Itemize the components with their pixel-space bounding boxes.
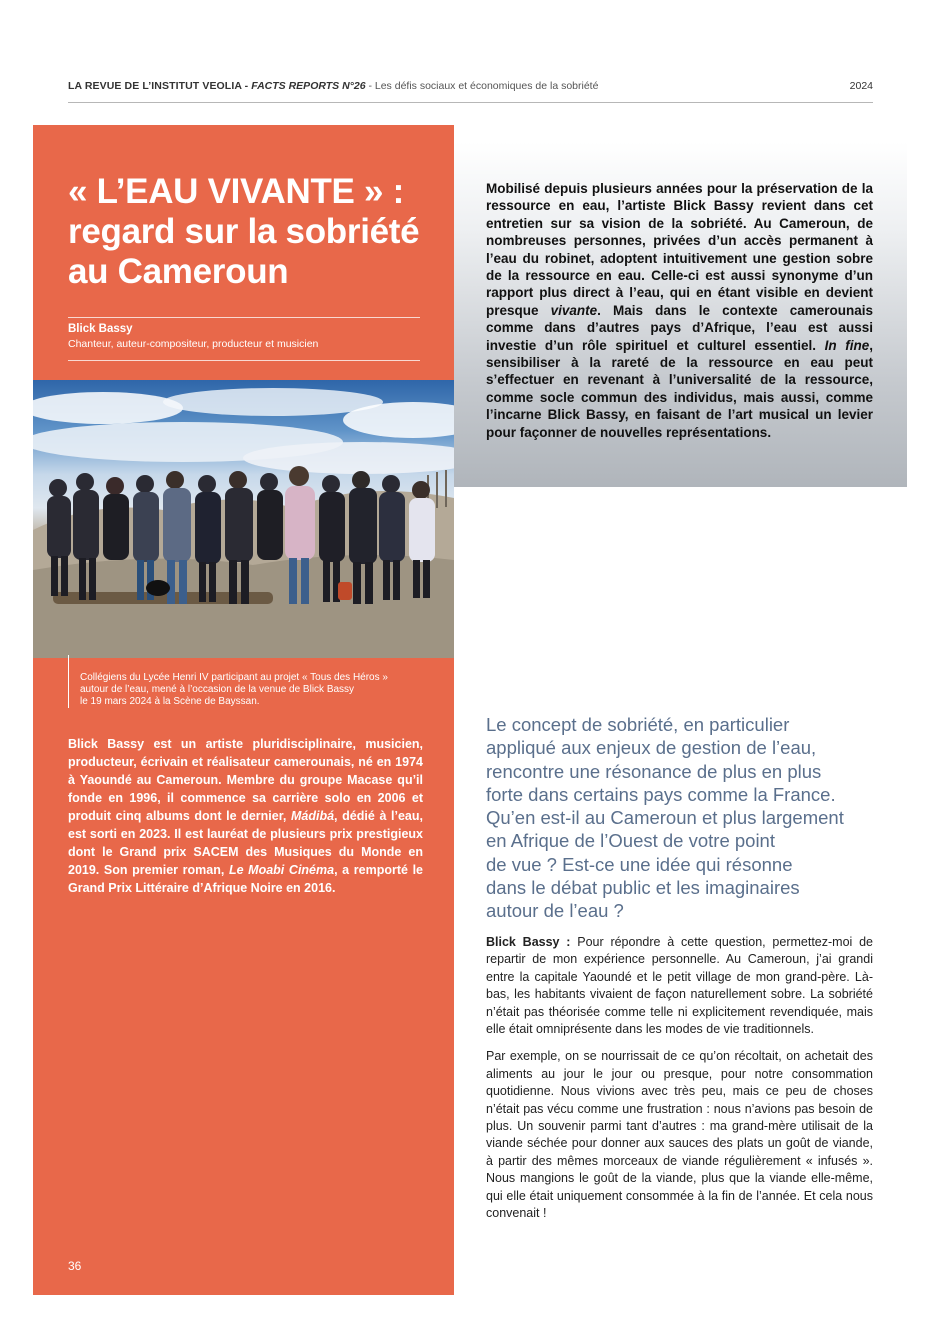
caption-line: le 19 mars 2024 à la Scène de Bayssan.: [80, 696, 260, 707]
intro-segment: Mobilisé depuis plusieurs années pour la préservation de la ressource en eau, l’artiste Blick Bassy revient dans cet entretien sur sa vision de la sobriété. Au Cameroun, de nombreuses personnes, privées d’un accès permanent à l’eau du robinet, adoptent intuitivement une gestion sobre de la ressource en eau. Celle-ci est aussi synonyme d’un rapport plus direct à l’eau, qui en étant visible en devient presque: [486, 181, 873, 318]
page-number: 36: [68, 1259, 82, 1273]
answer-paragraph: Par exemple, on se nourrissait de ce qu’on récoltait, on achetait des aliments au jour le jour ou presque, pour notre consommation quotidienne. Nous vivions avec très peu, mais ce peu de choses n’était pas vécu comme une frustration : nous n’avions pas besoin de plus. Un souvenir parmi tant d’autres : ma grand-mère utilisait de la viande séchée pour donner aux sauces des plats un goût de viande, à partir des mêmes morceaux de viande régulièrement « infusés ». Nous mangions le goût de la viande, plus que la viande elle-même, qui elle était uniquement consommée à la fin de l’année. Et cela nous convenait !: [486, 1049, 873, 1221]
bio-text: Blick Bassy est un artiste pluridisciplinaire, musicien, producteur, écrivain et réalisateur camerounais, né en 1974 à Yaoundé au Cameroun. Membre du groupe Macase qu’il fonde en 1996, il commence sa carrière solo en 2006 et produit cinq albums dont le dernier,: [68, 737, 423, 823]
article-title: « L’EAU VIVANTE » : regard sur la sobriété au Cameroun: [68, 172, 420, 291]
question-line: Le concept de sobriété, en particulier: [486, 714, 790, 735]
author-role: Chanteur, auteur-compositeur, producteur et musicien: [68, 338, 319, 350]
caption-line: Collégiens du Lycée Henri IV participant au projet « Tous des Héros »: [80, 672, 388, 683]
interview-question: [486, 713, 886, 923]
intro-segment: , sensibiliser à la rareté de la ressource en eau peut s’effectuer en revenant à l’universalité de la ressource, comme socle commun des individus, mais aussi, comme l’incarne Blick Bassy, en faisant de l’art musical un levier pour façonner de nouvelles représentations.: [486, 337, 874, 440]
intro-text: [486, 180, 873, 441]
question-line: Qu’en est-il au Cameroun et plus largement: [486, 807, 844, 829]
intro-emphasis: vivante: [550, 302, 598, 318]
album-title: Mádibá: [290, 809, 335, 823]
interview-answer: [486, 934, 873, 1233]
bio-text: , a remporté le Grand Prix Littéraire d’Afrique Noire en 2016.: [68, 863, 424, 895]
author-divider: [68, 360, 420, 361]
question-line: dans le débat public et les imaginaires: [486, 877, 800, 899]
journal-name: LA REVUE DE L’INSTITUT VEOLIA -: [68, 80, 252, 92]
question-line: de vue ? Est-ce une idée qui résonne: [486, 853, 793, 875]
novel-title: Le Moabi Cinéma: [228, 863, 335, 877]
header-year: 2024: [849, 80, 873, 92]
bio-text: , dédié à l’eau, est sorti en 2023. Il est lauréat de plusieurs prix prestigieux dont le Grand prix SACEM des Musiques du Monde en 2019. Son premier roman,: [68, 809, 423, 877]
intro-segment: . Mais dans le contexte camerounais comme dans d’autres pays d’Afrique, l’eau est aussi investie d’un rôle spirituel et culturel essentiel.: [486, 302, 873, 353]
question-line: en Afrique de l’Ouest de votre point: [486, 830, 775, 852]
title-divider: [68, 317, 420, 318]
issue-subtitle: - Les défis sociaux et économiques de la sobriété: [365, 80, 599, 92]
question-line: appliqué aux enjeux de gestion de l’eau,: [486, 737, 817, 759]
question-line: rencontre une résonance de plus en plus: [486, 760, 822, 782]
answer-paragraph: [486, 934, 873, 1038]
question-line: autour de l’eau ?: [486, 900, 624, 922]
author-name: Blick Bassy: [68, 323, 133, 335]
running-header: [68, 80, 873, 103]
speaker-label: Blick Bassy :: [486, 935, 578, 949]
answer-text: Pour répondre à cette question, permettez-moi de repartir de mon expérience personnelle. Au Cameroun, j’ai grandi entre la capitale Yaoundé et le petit village de mon grand-père. Là-bas, les habitants vivaient de façon naturellement sobre. La sobriété n’était pas théorisée comme telle ni explicitement revendiquée, mais elle était omniprésente dans les modes de vie traditionnels.: [486, 935, 873, 1037]
issue-name: FACTS REPORTS N°26: [251, 80, 366, 92]
orange-sidebar-panel: [33, 125, 454, 1295]
students-beach-photo: [33, 380, 454, 658]
question-line: forte dans certains pays comme la France.: [486, 783, 836, 805]
caption-line: autour de l’eau, mené à l’occasion de la venue de Blick Bassy: [80, 684, 355, 695]
photo-caption: [68, 655, 430, 708]
intro-emphasis: In fine: [824, 337, 870, 353]
author-bio: [68, 735, 423, 897]
